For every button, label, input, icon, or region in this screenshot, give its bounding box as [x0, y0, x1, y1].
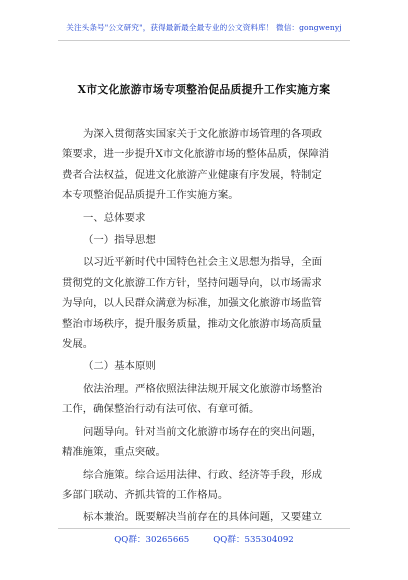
paragraph-line: 为深入贯彻落实国家关于文化旅游市场管理的各项政 [83, 128, 322, 140]
paragraph-line: 综合施策。综合运用法律、行政、经济等手段，形成 [83, 468, 322, 481]
header-promo-note: 关注头条号"公文研究"，获得最新最全最专业的公文资料库！ 微信：gongwenyj [66, 23, 342, 32]
paragraph-line: 问题导向。针对当前文化旅游市场存在的突出问题， [83, 425, 322, 438]
document-title: X市文化旅游市场专项整治促品质提升工作实施方案 [77, 83, 331, 96]
subsection-heading [62, 356, 348, 376]
section-heading [62, 208, 348, 228]
paragraph-principle [62, 379, 348, 420]
heading-text: 一、总体要求 [83, 211, 146, 224]
paragraph-line: 费者合法权益，促进文化旅游产业健康有序发展，特制定 [62, 168, 322, 181]
heading-text: （二）基本原则 [83, 360, 156, 373]
paragraph-line: 依法治理。严格依照法律法规开展文化旅游市场整治 [83, 382, 322, 395]
header-divider [58, 40, 350, 41]
paragraph-line: 标本兼治。既要解决当前存在的具体问题，又要建立 [83, 511, 322, 524]
subsection-heading [62, 230, 348, 250]
paragraph-line: 发展。 [62, 338, 94, 351]
paragraph-intro [62, 124, 348, 206]
paragraph-line: 为导向，以人民群众满意为标准，加强文化旅游市场监管 [62, 297, 322, 310]
document-body [62, 124, 348, 528]
paragraph-line: 多部门联动、齐抓共管的工作格局。 [62, 488, 229, 501]
paragraph-principle [62, 465, 348, 506]
footer-qq-group-2: QQ群：535304092 [213, 535, 294, 545]
paragraph-line: 工作，确保整治行动有法可依、有章可循。 [62, 403, 260, 416]
paragraph-line: 整治市场秩序，提升服务质量，推动文化旅游市场高质量 [62, 317, 322, 330]
paragraph-line: 贯彻党的文化旅游工作方针，坚持问题导向，以市场需求 [62, 276, 322, 289]
paragraph-principle [62, 507, 348, 527]
footer-qq-group-1: QQ群：30265665 [114, 535, 190, 545]
footer-contact [0, 533, 408, 545]
heading-text: （一）指导思想 [83, 234, 156, 247]
paragraph-principle [62, 422, 348, 463]
footer-divider [58, 528, 350, 529]
paragraph-line: 策要求，进一步提升X市文化旅游市场的整体品质，保障消 [62, 148, 330, 161]
paragraph-line: 精准施策，重点突破。 [62, 446, 166, 459]
paragraph-line: 本专项整治促品质提升工作实施方案。 [62, 189, 239, 202]
paragraph-guiding-ideology [62, 252, 348, 354]
paragraph-line: 以习近平新时代中国特色社会主义思想为指导，全面 [83, 256, 322, 269]
